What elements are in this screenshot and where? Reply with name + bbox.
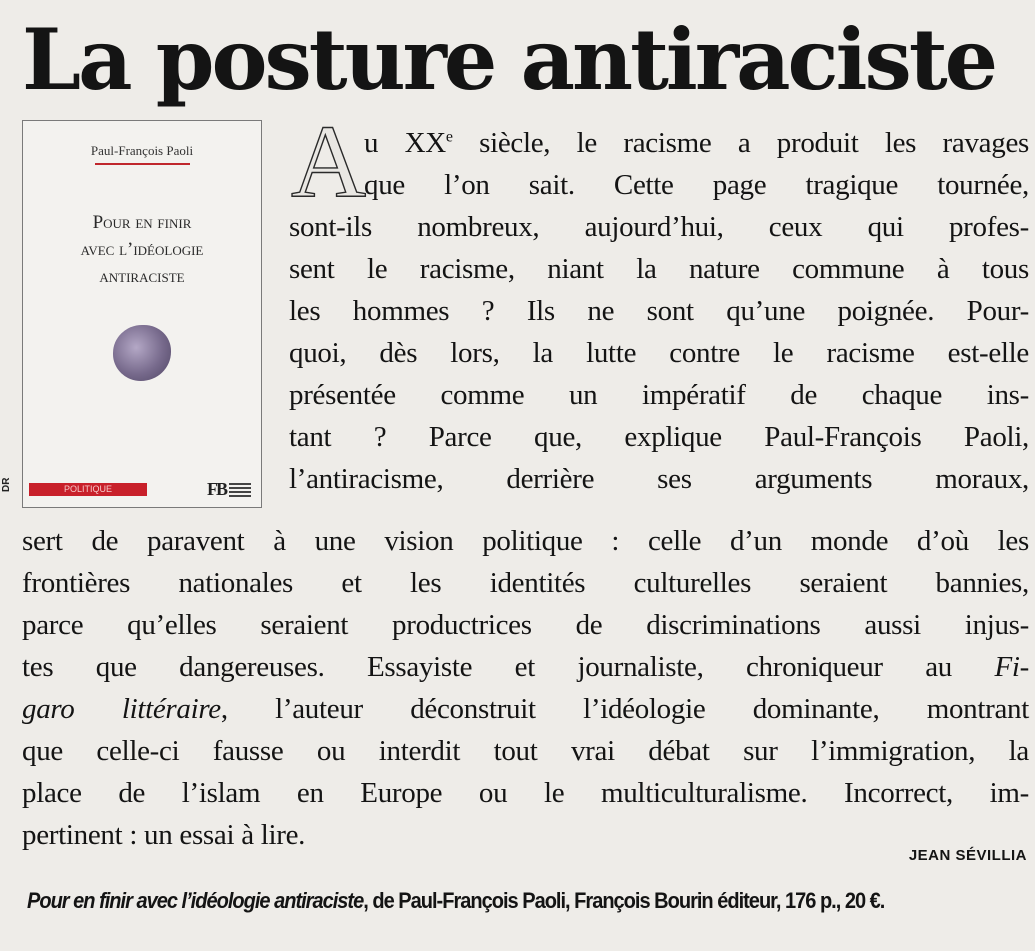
author-signature: JEAN SÉVILLIA: [908, 847, 1027, 864]
body-line: sent le racisme, niant la nature commune à tous: [289, 253, 1029, 285]
body-line: [22, 690, 1029, 728]
body-line: [364, 124, 1029, 162]
body-line: pertinent : un essai à lire.: [22, 819, 306, 851]
body-line: présentée comme un impératif de chaque ins-: [289, 379, 1029, 411]
body-line: les hommes ? Ils ne sont qu’une poignée. Pour-: [289, 295, 1029, 327]
book-cover-image: [22, 120, 262, 508]
book-details: , de Paul-François Paoli, François Bourin éditeur, 176 p., 20 €.: [363, 888, 885, 913]
book-reference: [27, 883, 942, 919]
cover-collection-band: POLITIQUE: [29, 483, 147, 496]
cover-author: Paul-François Paoli: [90, 143, 194, 158]
body-text: , l’auteur déconstruit l’idéologie dominante, montrant: [220, 693, 1030, 725]
cover-title: [33, 209, 251, 290]
body-line: quoi, dès lors, la lutte contre le racisme est-elle: [289, 337, 1029, 369]
photo-credit: DR: [1, 477, 12, 492]
newspaper-title: Fi-: [994, 651, 1029, 683]
body-line: tant ? Parce que, explique Paul-François Paoli,: [289, 421, 1029, 453]
publisher-logo-lines: [229, 483, 251, 497]
body-line: place de l’islam en Europe ou le multiculturalisme. Incorrect, im-: [22, 777, 1029, 809]
body-text: tes que dangereuses. Essayiste et journaliste, chroniqueur au: [22, 651, 995, 683]
drop-cap: A: [291, 104, 367, 219]
body-line: que l’on sait. Cette page tragique tournée,: [364, 169, 1029, 201]
body-line: sert de paravent à une vision politique : celle d’un monde d’où les: [22, 525, 1029, 557]
cover-title-line: Pour en finir: [92, 212, 192, 233]
body-line: que celle-ci fausse ou interdit tout vrai débat sur l’immigration, la: [22, 735, 1029, 767]
body-line: [22, 648, 1029, 686]
book-title: Pour en finir avec l’idéologie antiraciste: [27, 888, 364, 913]
headline: La posture antiraciste: [22, 10, 996, 109]
cover-title-line: antiraciste: [99, 266, 185, 287]
superscript: e: [445, 128, 453, 146]
body-text: siècle, le racisme a produit les ravages: [452, 127, 1030, 159]
cover-face-illustration: [113, 325, 171, 381]
body-line: parce qu’elles seraient productrices de discriminations aussi injus-: [22, 609, 1029, 641]
body-text: u XX: [364, 127, 446, 159]
publisher-logo: FB: [207, 479, 227, 499]
cover-rule: [95, 163, 190, 165]
newspaper-title: garo littéraire: [22, 693, 221, 725]
body-line: l’antiracisme, derrière ses arguments moraux,: [289, 463, 1029, 495]
cover-title-line: avec l’idéologie: [80, 239, 204, 260]
body-line: frontières nationales et les identités culturelles seraient bannies,: [22, 567, 1029, 599]
body-line: sont-ils nombreux, aujourd’hui, ceux qui profes-: [289, 211, 1029, 243]
